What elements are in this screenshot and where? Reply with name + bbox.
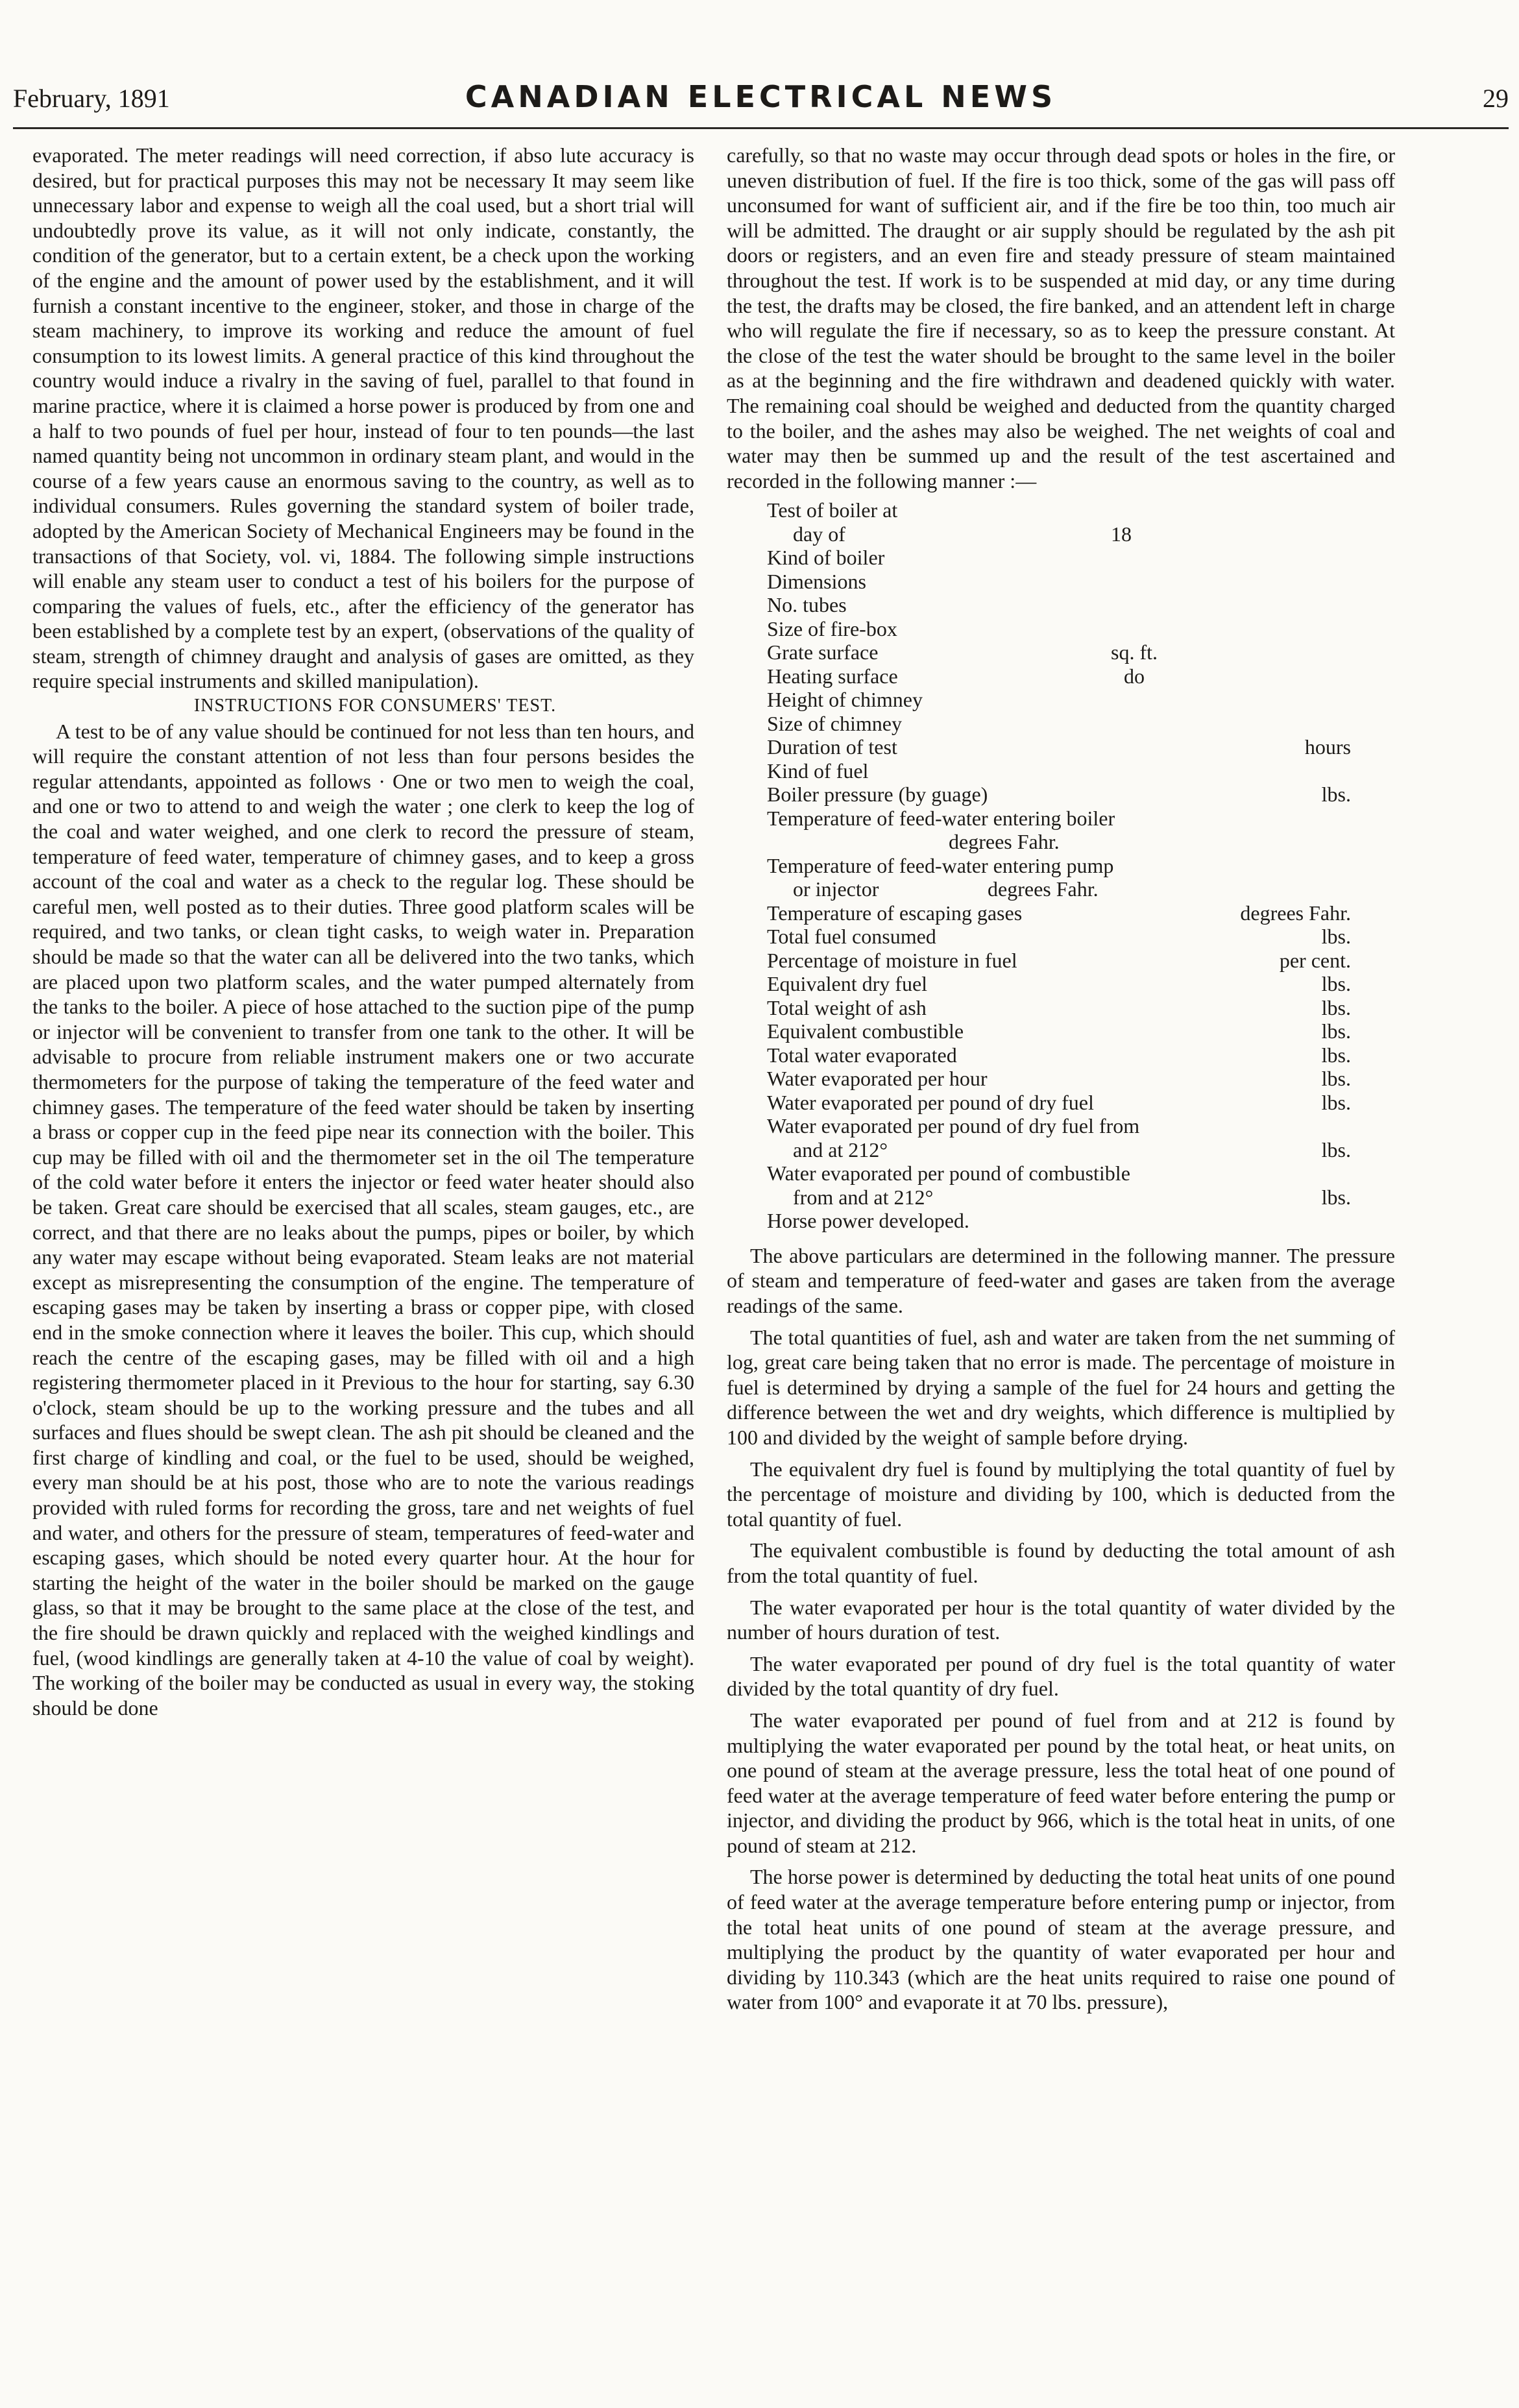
form-unit: per cent.	[1279, 948, 1351, 972]
form-label: from and at 212°	[793, 1185, 934, 1209]
form-row	[767, 712, 1351, 736]
form-row	[767, 664, 1351, 688]
paragraph: The horse power is determined by deducting the total heat units of one pound of feed water at the average temperature before entering pump or injector, from the total heat units of one pound of steam at the average pressure, and multiplying the product by the quantity of water evaporated per hour and dividing by 110.343 (which are the heat units required to raise one pound of water from 100° and evaporate it at 70 lbs. pressure),	[727, 1865, 1395, 2014]
header-rule	[13, 127, 1509, 129]
form-label: Water evaporated per pound of combustible	[767, 1161, 1130, 1186]
paragraph: The equivalent combustible is found by deducting the total amount of ash from the total quantity of fuel.	[727, 1538, 1395, 1587]
test-record-form	[767, 498, 1351, 1233]
section-heading: INSTRUCTIONS FOR CONSUMERS' TEST.	[193, 696, 557, 716]
form-row	[767, 1019, 1351, 1043]
form-row	[767, 1209, 1351, 1233]
form-row	[767, 1067, 1351, 1091]
left-column	[32, 143, 694, 1720]
form-row	[767, 783, 1351, 807]
form-label: and at 212°	[793, 1137, 888, 1161]
form-row	[767, 522, 1351, 546]
form-unit: degrees Fahr.	[988, 877, 1099, 901]
form-label: Total weight of ash	[767, 995, 927, 1019]
form-label: Boiler pressure (by guage)	[767, 783, 988, 807]
form-unit: lbs.	[1321, 1185, 1351, 1209]
form-unit: lbs.	[1321, 1019, 1351, 1043]
form-row	[767, 1043, 1351, 1067]
form-label: Grate surface	[767, 640, 879, 664]
form-row	[767, 830, 1351, 854]
form-unit: lbs.	[1321, 972, 1351, 996]
form-row	[767, 877, 1351, 901]
form-label: Dimensions	[767, 569, 866, 593]
form-row	[767, 1138, 1351, 1162]
form-row	[767, 1161, 1351, 1186]
form-label: Equivalent dry fuel	[767, 972, 928, 996]
form-label: Size of fire-box	[767, 616, 897, 640]
form-row	[767, 807, 1351, 831]
form-label: Total water evaporated	[767, 1043, 957, 1067]
paragraph: The water evaporated per hour is the total quantity of water divided by the number of hours duration of test.	[727, 1595, 1395, 1644]
form-row	[767, 759, 1351, 783]
page-header	[13, 77, 1509, 122]
form-unit: lbs.	[1321, 1137, 1351, 1161]
form-unit: lbs.	[1321, 783, 1351, 807]
form-label: Equivalent combustible	[767, 1019, 964, 1043]
paragraph: The total quantities of fuel, ash and water are taken from the net summing of log, great care being taken that no error is made. The percentage of moisture in fuel is determined by drying a sample of the fuel for 24 hours and getting the difference between the wet and dry weights, which difference is multiplied by 100 and divided by the weight of sample before drying.	[727, 1325, 1395, 1449]
paragraph: The above particulars are determined in the following manner. The pressure of steam and temperature of feed-water and gases are taken from the average readings of the same.	[727, 1243, 1395, 1317]
page-number: 29	[1483, 84, 1509, 113]
form-unit: hours	[1304, 735, 1351, 759]
paragraph: A test to be of any value should be continued for not less than ten hours, and will require the constant attention of not less than four persons besides the regular attendants, appointed as follows · One or two men to weigh the coal, and one or two to attend to and weigh the water ; one clerk to keep the log of the coal and water weighed, and one clerk to record the pressure of steam, temperature of feed water, temperature of chimney gases, and to keep a gross account of the coal and water as a check to the regular log. These should be careful men, well posted as to their duties. Three good platform scales will be required, and two tanks, or clean tight casks, to weigh water in. Preparation should be made so that the water can all be delivered into the two tanks, which are placed upon two platform scales, and the water pumped alternately from the tanks to the boiler. A piece of hose attached to the suction pipe of the pump or injector will be convenient to transfer from one tank to the other. It will be advisable to procure from reliable instrument makers one or two accurate thermometers for the purpose of taking the temperature of the feed water and chimney gases. The temperature of the feed water should be taken by inserting a brass or copper cup in the feed pipe near its connection with the boiler. This cup may be filled with oil and the thermometer set in the oil The temperature of the cold water before it enters the injector or feed water heater should also be taken. Great care should be exercised that all scales, steam gauges, etc., are correct, and that there are no leaks about the pumps, pipes or boiler, by which any water may escape without being evaporated. Steam leaks are not material except as misrepresenting the consumption of the engine. The temperature of escaping gases may be taken by inserting a brass or copper pipe, with closed end in the smoke connection where it leaves the boiler. This cup, which should reach the centre of the escaping gases, may be filled with oil and a high registering thermometer placed in it Previous to the hour for starting, say 6.30 o'clock, steam should be up to the working pressure and the tubes and all surfaces and flues should be swept clean. The ash pit should be cleaned and the first charge of kindling and coal, or the fuel to be used, should be weighed, every man should be at his post, those who are to note the various readings provided with ruled forms for recording the gross, tare and net weights of fuel and water, and others for the pressure of steam, temperatures of feed-water and escaping gases, which should be noted every quarter hour. At the hour for starting the height of the water in the boiler should be marked on the gauge glass, so that it may be brought to the same place at the close of the test, and the fire should be drawn quickly and replaced with the weighed kindlings and fuel, (wood kindlings are generally taken at 4-10 the value of coal by weight). The working of the boiler may be conducted as usual in every way, the stoking should be done	[32, 719, 694, 1720]
form-unit: lbs.	[1321, 1043, 1351, 1067]
form-label: Percentage of moisture in fuel	[767, 948, 1017, 972]
form-unit: lbs.	[1321, 1067, 1351, 1091]
form-label: Temperature of feed-water entering pump	[767, 853, 1114, 877]
form-label: Horse power developed.	[767, 1209, 969, 1233]
form-row	[767, 546, 1351, 570]
form-label: Temperature of escaping gases	[767, 901, 1023, 925]
form-row	[767, 593, 1351, 617]
form-row	[767, 1186, 1351, 1210]
paragraph: The water evaporated per pound of dry fuel is the total quantity of water divided by the total quantity of dry fuel.	[727, 1651, 1395, 1701]
form-row	[767, 949, 1351, 973]
form-row	[767, 1114, 1351, 1138]
form-label: Kind of boiler	[767, 546, 885, 570]
form-unit: lbs.	[1321, 925, 1351, 949]
paragraph: The equivalent dry fuel is found by multiplying the total quantity of fuel by the percentage of moisture and dividing by 100, which is deducted from the total quantity of fuel.	[727, 1457, 1395, 1531]
form-label: Water evaporated per pound of dry fuel from	[767, 1114, 1140, 1138]
paragraph: The water evaporated per pound of fuel from and at 212 is found by multiplying the water evaporated per pound by the total heat, or heat units, on one pound of steam at the average pressure, less the total heat of one pound of feed water at the average temperature of feed water before entering the pump or injector, and dividing the product by 966, which is the total heat in units, of one pound of steam at 212.	[727, 1708, 1395, 1857]
form-label: Height of chimney	[767, 688, 923, 712]
form-value: 18	[1111, 522, 1132, 546]
form-label: No. tubes	[767, 593, 847, 617]
paragraph: carefully, so that no waste may occur through dead spots or holes in the fire, or uneven distribution of fuel. If the fire is too thick, some of the gas will pass off unconsumed for want of sufficient air, and if the fire be too thin, too much air will be admitted. The draught or air supply should be regulated by the ash pit doors or registers, and an even fire and steady pressure of steam maintained throughout the test. If work is to be suspended at mid day, or any time during the test, the drafts may be closed, the fire banked, and an attendent left in charge who will regulate the fire if necessary, so as to keep the pressure constant. At the close of the test the water should be brought to the same level in the boiler as at the beginning and the fire withdrawn and deadened quickly with water. The remaining coal should be weighed and deducted from the quantity charged to the boiler, and the ashes may also be weighed. The net weights of coal and water may then be summed up and the result of the test ascertained and recorded in the following manner :—	[727, 143, 1395, 493]
form-unit: do	[1124, 664, 1145, 688]
form-label: day of	[793, 522, 845, 546]
form-label: Kind of fuel	[767, 759, 869, 783]
form-label: Total fuel consumed	[767, 925, 936, 949]
publication-title: CANADIAN ELECTRICAL NEWS	[465, 79, 1057, 114]
form-row	[767, 925, 1351, 949]
form-row	[767, 1091, 1351, 1115]
form-label: or injector	[793, 877, 879, 901]
form-row	[767, 854, 1351, 878]
form-row	[767, 498, 1351, 522]
form-label: degrees Fahr.	[949, 830, 1060, 854]
form-row	[767, 901, 1351, 925]
form-row	[767, 972, 1351, 996]
form-label: Water evaporated per pound of dry fuel	[767, 1090, 1094, 1114]
form-label: Water evaporated per hour	[767, 1067, 988, 1091]
form-row	[767, 996, 1351, 1020]
form-unit: sq. ft.	[1111, 640, 1158, 664]
form-row	[767, 570, 1351, 594]
right-column	[727, 143, 1395, 2015]
form-unit: degrees Fahr.	[1240, 901, 1351, 925]
form-label: Size of chimney	[767, 711, 902, 735]
form-label: Duration of test	[767, 735, 897, 759]
paragraph: evaporated. The meter readings will need correction, if abso lute accuracy is desired, but for practical purposes this may not be necessary It may seem like unnecessary labor and expense to weigh all the coal used, but a short trial will undoubtedly prove its value, as it will not only indicate, constantly, the condition of the generator, but to a certain extent, be a check upon the working of the engine and the amount of power used by the establishment, and it will furnish a constant incentive to the engineer, stoker, and those in charge of the steam machinery, to improve its working and reduce the amount of fuel consumption to its lowest limits. A general practice of this kind throughout the country would induce a rivalry in the saving of fuel, parallel to that found in marine practice, where it is claimed a horse power is produced by from one and a half to two pounds of fuel per hour, instead of four to ten pounds—the last named quantity being not uncommon in ordinary steam plant, and would in the course of a few years cause an enormous saving to the country, as well as to individual consumers. Rules governing the standard system of boiler trade, adopted by the American Society of Mechanical Engineers may be found in the transactions of that Society, vol. vi, 1884. The following simple instructions will enable any steam user to conduct a test of his boilers for the purpose of comparing the values of fuels, etc., after the efficiency of the generator has been established by a complete test by an expert, (observations of the quality of steam, strength of chimney draught and analysis of gases are omitted, as they require special instruments and skilled manipulation).	[32, 143, 694, 693]
issue-date: February, 1891	[13, 84, 170, 113]
form-label: Heating surface	[767, 664, 898, 688]
form-label: Temperature of feed-water entering boiler	[767, 806, 1115, 830]
form-row	[767, 688, 1351, 712]
form-row	[767, 735, 1351, 759]
form-unit: lbs.	[1321, 995, 1351, 1019]
form-label: Test of boiler at	[767, 498, 898, 522]
form-unit: lbs.	[1321, 1090, 1351, 1114]
form-row	[767, 640, 1351, 664]
form-row	[767, 617, 1351, 641]
